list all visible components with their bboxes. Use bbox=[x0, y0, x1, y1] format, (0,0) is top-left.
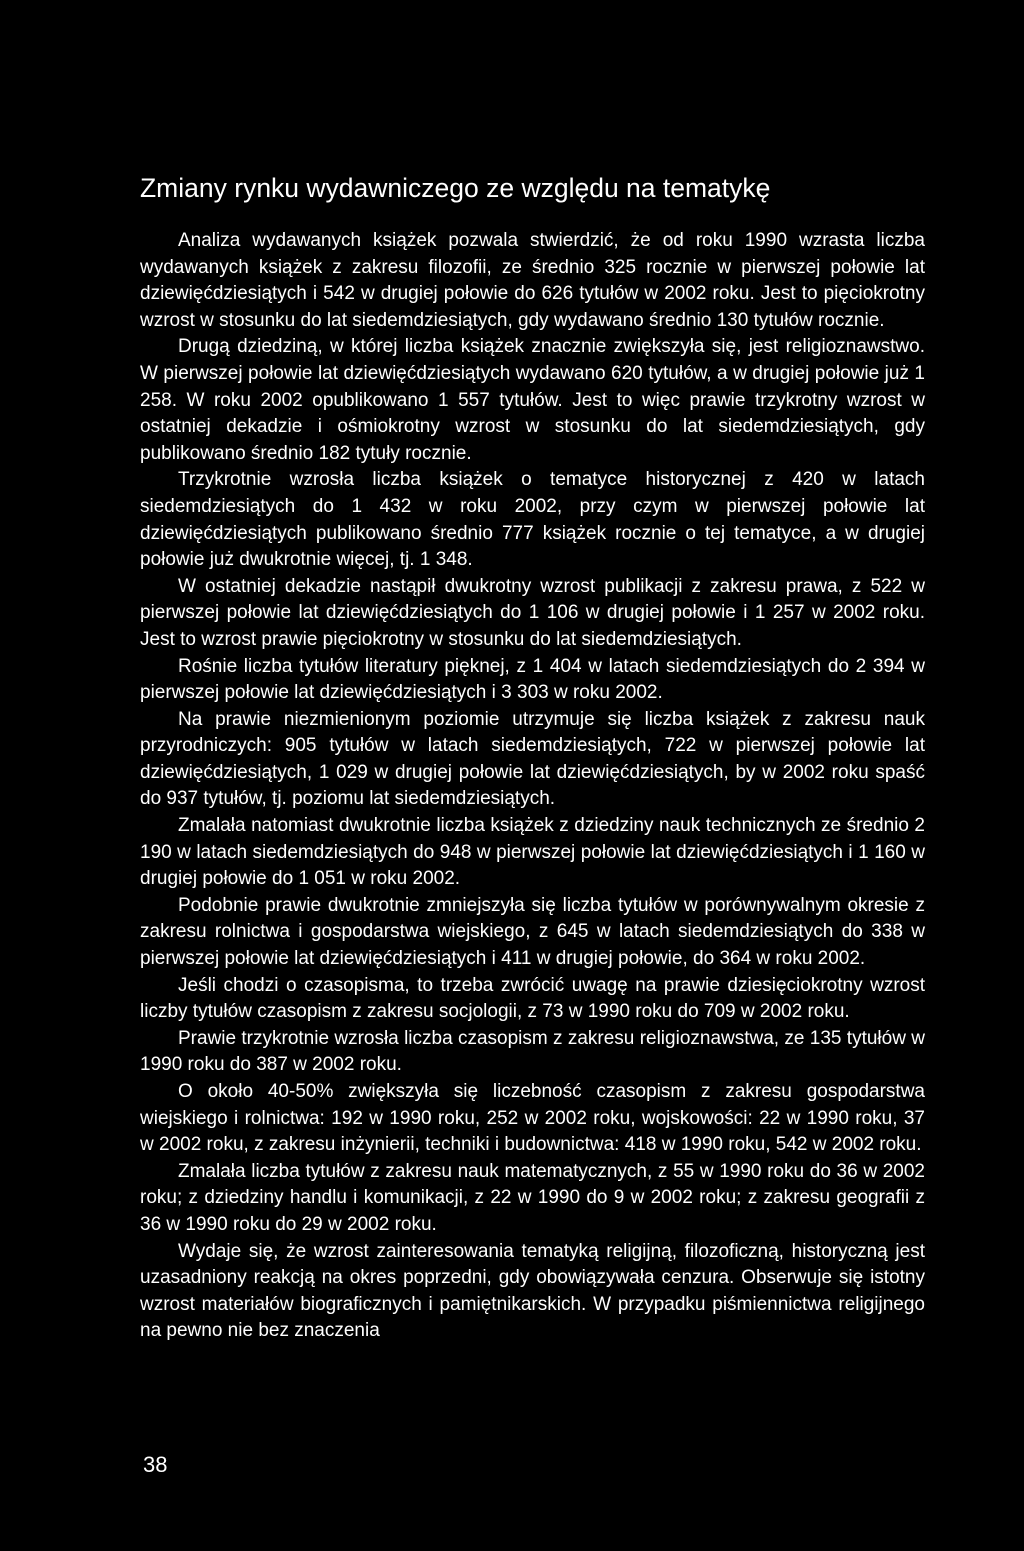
page-title: Zmiany rynku wydawniczego ze względu na tematykę bbox=[140, 173, 771, 203]
paragraph-13: Wydaje się, że wzrost zainteresowania tematyką religijną, filozoficzną, historyczną jest uzasadniony reakcją na okres poprzedni, gdy obowiązywała cenzura. Obserwuje się istotny wzrost materiałów biograficznych i pamiętnikarskich. W przypadku piśmiennictwa religijnego na pewno nie bez znaczenia bbox=[140, 1240, 925, 1342]
paragraph-8: Podobnie prawie dwukrotnie zmniejszyła się liczba tytułów w porównywalnym okresie z zakresu rolnictwa i gospodarstwa wiejskiego, z 645 w latach siedemdziesiątych do 338 w pierwszej połowie lat dziewięćdziesiątych i 411 w drugiej połowie, do 364 w roku 2002. bbox=[140, 894, 925, 970]
page-number: 38 bbox=[143, 1452, 168, 1477]
paragraph-2: Drugą dziedziną, w której liczba książek znacznie zwiększyła się, jest religioznawstwo. W pierwszej połowie lat dziewięćdziesiątych wydawano 620 tytułów, a w drugiej połowie już 1 258. W roku 2002 opublikowano 1 557 tytułów. Jest to więc prawie trzykrotny wzrost w ostatniej dekadzie i ośmiokrotny wzrost w stosunku do lat siedemdziesiątych, gdy publikowano średnio 182 tytuły rocznie. bbox=[140, 336, 925, 464]
paragraph-3: Trzykrotnie wzrosła liczba książek o tematyce historycznej z 420 w latach siedemdziesiątych do 1 432 w roku 2002, przy czym w pierwszej połowie lat dziewięćdziesiątych publikowano średnio 777 książek rocznie o tej tematyce, a w drugiej połowie już dwukrotnie więcej, tj. 1 348. bbox=[140, 469, 925, 571]
paragraph-7: Zmalała natomiast dwukrotnie liczba książek z dziedziny nauk technicznych ze średnio 2 190 w latach siedemdziesiątych do 948 w pierwszej połowie lat dziewięćdziesiątych i 1 160 w drugiej połowie do 1 051 w roku 2002. bbox=[140, 815, 925, 890]
paragraph-11: O około 40-50% zwiększyła się liczebność czasopism z zakresu gospodarstwa wiejskiego i rolnictwa: 192 w 1990 roku, 252 w 2002 roku, wojskowości: 22 w 1990 roku, 37 w 2002 roku, z zakresu inżynierii, techniki i budownictwa: 418 w 1990 roku, 542 w 2002 roku. bbox=[140, 1081, 925, 1156]
paragraph-12: Zmalała liczba tytułów z zakresu nauk matematycznych, z 55 w 1990 roku do 36 w 2002 roku; z dziedziny handlu i komunikacji, z 22 w 1990 do 9 w 2002 roku; z zakresu geografii z 36 w 1990 roku do 29 w 2002 roku. bbox=[140, 1160, 925, 1235]
body-text bbox=[140, 228, 925, 1345]
paragraph-1: Analiza wydawanych książek pozwala stwierdzić, że od roku 1990 wzrasta liczba wydawanych książek z zakresu filozofii, ze średnio 325 rocznie w pierwszej połowie lat dziewięćdziesiątych i 542 w drugiej połowie do 626 tytułów w 2002 roku. Jest to pięciokrotny wzrost w stosunku do lat siedemdziesiątych, gdy wydawano średnio 130 tytułów rocznie. bbox=[140, 230, 925, 331]
paragraph-4: W ostatniej dekadzie nastąpił dwukrotny wzrost publikacji z zakresu prawa, z 522 w pierwszej połowie lat dziewięćdziesiątych do 1 106 w drugiej połowie i 1 257 w 2002 roku. Jest to wzrost prawie pięciokrotny w stosunku do lat siedemdziesiątych. bbox=[140, 575, 925, 650]
paragraph-6: Na prawie niezmienionym poziomie utrzymuje się liczba książek z zakresu nauk przyrodniczych: 905 tytułów w latach siedemdziesiątych, 722 w pierwszej połowie lat dziewięćdziesiątych, 1 029 w drugiej połowie lat dziewięćdziesiątych, by w 2002 roku spaść do 937 tytułów, tj. poziomu lat siedemdziesiątych. bbox=[140, 708, 925, 810]
paragraph-10: Prawie trzykrotnie wzrosła liczba czasopism z zakresu religioznawstwa, ze 135 tytułów w 1990 roku do 387 w 2002 roku. bbox=[140, 1027, 925, 1076]
paragraph-5: Rośnie liczba tytułów literatury pięknej, z 1 404 w latach siedemdziesiątych do 2 394 w pierwszej połowie lat dziewięćdziesiątych i 3 303 w roku 2002. bbox=[140, 655, 925, 704]
paragraph-9: Jeśli chodzi o czasopisma, to trzeba zwrócić uwagę na prawie dziesięciokrotny wzrost liczby tytułów czasopism z zakresu socjologii, z 73 w 1990 roku do 709 w 2002 roku. bbox=[140, 974, 925, 1023]
document-page bbox=[140, 168, 925, 1345]
